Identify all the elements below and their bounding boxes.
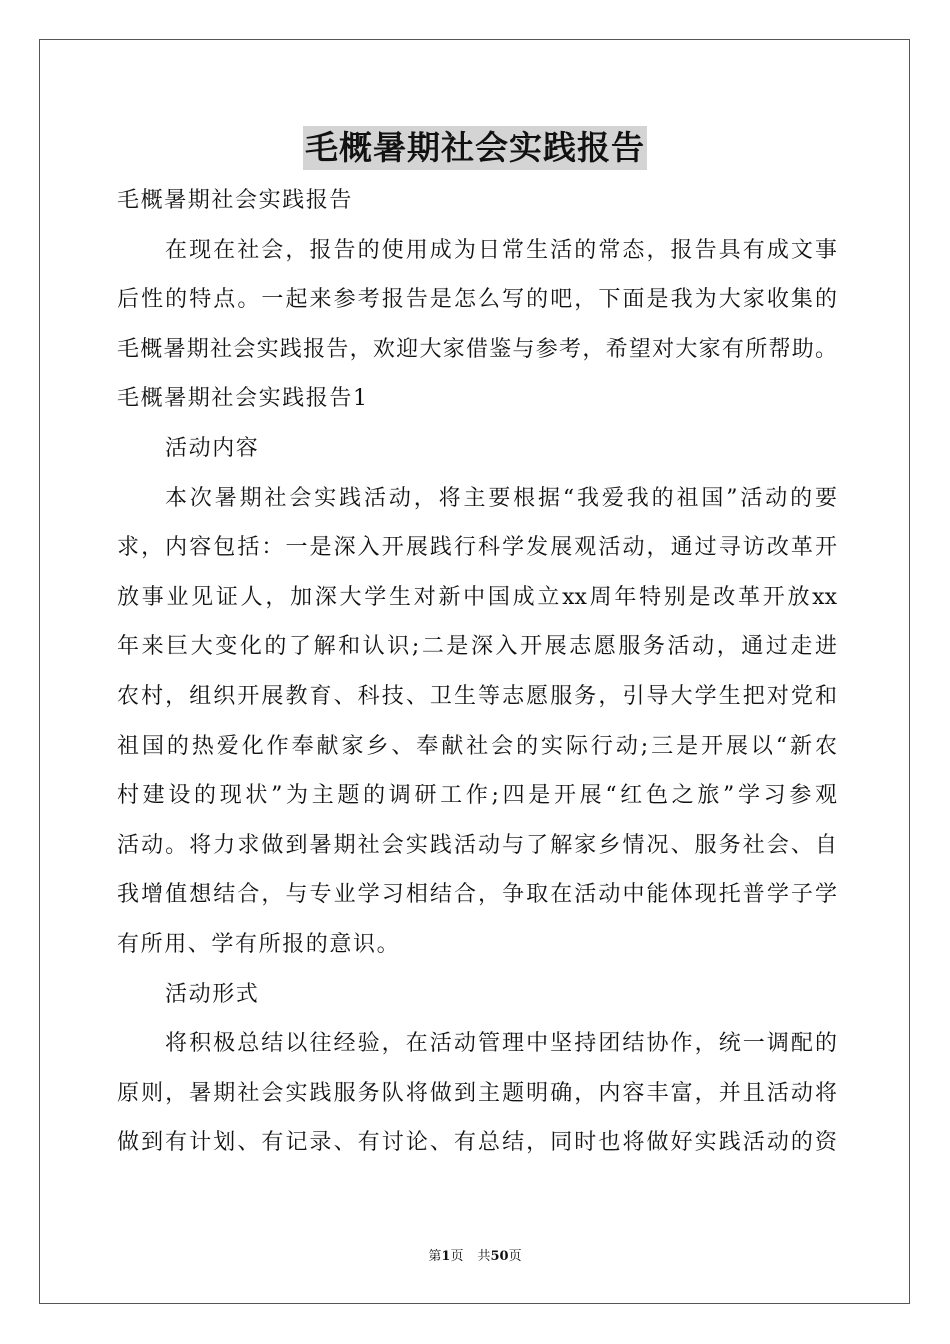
paragraph-line: 村建设的现状”为主题的调研工作;四是开展“红色之旅”学习参观: [117, 783, 837, 809]
paragraph-line: 原则，暑期社会实践服务队将做到主题明确，内容丰富，并且活动将: [117, 1080, 837, 1106]
paragraph-line: 农村，组织开展教育、科技、卫生等志愿服务，引导大学生把对党和: [117, 683, 837, 709]
paragraph-line: 活动。将力求做到暑期社会实践活动与了解家乡情况、服务社会、自: [117, 832, 837, 858]
subsection-heading: 活动形式: [165, 981, 260, 1007]
section-heading: 毛概暑期社会实践报告1: [117, 386, 369, 412]
total-pages: 50: [490, 1249, 509, 1264]
paragraph-line: 后性的特点。一起来参考报告是怎么写的吧，下面是我为大家收集的: [117, 287, 837, 313]
subtitle-line: 毛概暑期社会实践报告: [117, 188, 354, 213]
paragraph-line: 将积极总结以往经验，在活动管理中坚持团结协作，统一调配的: [165, 1031, 837, 1057]
paragraph-line: 在现在社会，报告的使用成为日常生活的常态，报告具有成文事: [165, 237, 837, 263]
page-footer: [0, 1248, 950, 1266]
paragraph-line: 有所用、学有所报的意识。: [117, 931, 401, 957]
document-body: [117, 176, 837, 1168]
paragraph-line: 放事业见证人，加深大学生对新中国成立xx周年特别是改革开放xx: [117, 584, 837, 610]
total-prefix: 共: [477, 1249, 491, 1264]
page-suffix: 页: [450, 1249, 464, 1264]
paragraph-line: 求，内容包括：一是深入开展践行科学发展观活动，通过寻访改革开: [117, 535, 837, 561]
document-title: 毛概暑期社会实践报告: [303, 126, 647, 170]
paragraph-line: 本次暑期社会实践活动，将主要根据“我爱我的祖国”活动的要: [165, 485, 837, 511]
paragraph-line: 我增值想结合，与专业学习相结合，争取在活动中能体现托普学子学: [117, 882, 837, 908]
paragraph-line: 做到有计划、有记录、有讨论、有总结，同时也将做好实践活动的资: [117, 1130, 837, 1156]
total-suffix: 页: [508, 1249, 522, 1264]
paragraph-line: 年来巨大变化的了解和认识;二是深入开展志愿服务活动，通过走进: [117, 634, 837, 660]
subsection-heading: 活动内容: [165, 435, 260, 461]
paragraph-line: 祖国的热爱化作奉献家乡、奉献社会的实际行动;三是开展以“新农: [117, 733, 837, 759]
page-number: 1: [441, 1249, 451, 1264]
paragraph-line: 毛概暑期社会实践报告，欢迎大家借鉴与参考，希望对大家有所帮助。: [117, 336, 837, 362]
title-wrap: [0, 126, 950, 170]
page-prefix: 第: [428, 1249, 442, 1264]
